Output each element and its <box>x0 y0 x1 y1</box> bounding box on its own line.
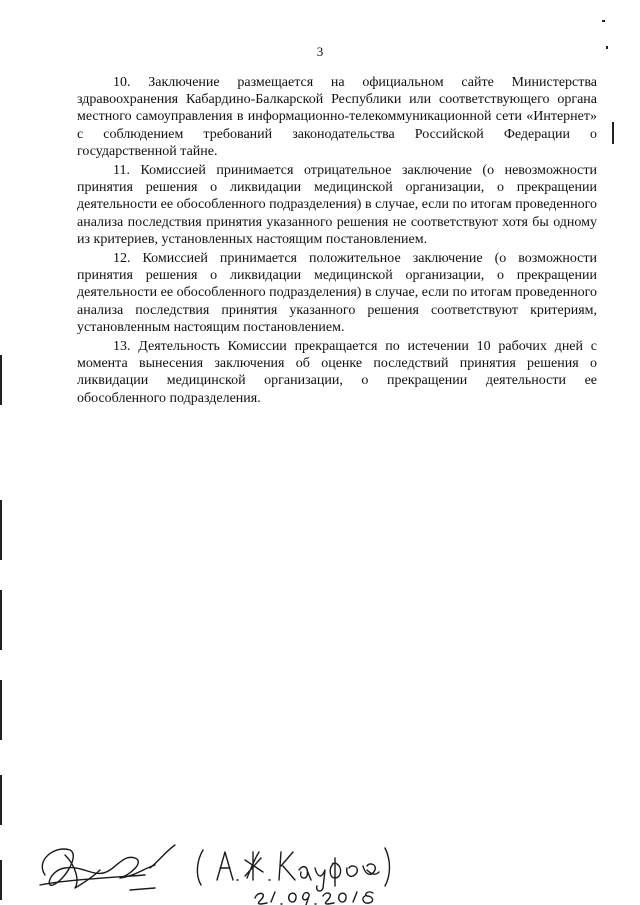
paragraph-10: 10. Заключение размещается на официальном сайте Министерства здравоохранения Кабардино-Балкарской Республики или соответствующего органа местного самоуправления в информационно-телекоммуникационной сети «Интернет» с соблюдением требований законодательства Российской Федерации о государственной тайне. <box>77 75 597 159</box>
paragraph-12: 12. Комиссией принимается положительное заключение (о возможности принятия решения о ликвидации медицинской организации, о прекращении деятельности ее обособленного подразделения) в случае, если по итогам проведенного анализа последствия принятия указанного решения соответствуют критериям, установленным настоящим постановлением. <box>77 251 597 335</box>
scan-mark-right <box>612 122 614 144</box>
page-number: 3 <box>316 44 324 59</box>
scan-mark-left-5 <box>0 775 2 825</box>
scan-mark-left-4 <box>0 680 2 740</box>
scan-mark-left-2 <box>0 500 2 560</box>
scan-mark-left-3 <box>0 590 2 650</box>
scan-mark-top-right-1 <box>602 20 605 22</box>
document-body <box>77 74 597 409</box>
paragraph-11: 11. Комиссией принимается отрицательное заключение (о невозможности принятия решения о ликвидации медицинской организации, о прекращении деятельности ее обособленного подразделения) в случае, если по итогам проведенного анализа последствия принятия указанного решения не соответствуют хотя бы одному из критериев, установленных настоящим постановлением. <box>77 163 597 247</box>
scan-mark-top-right-2 <box>606 46 608 49</box>
paragraph-13: 13. Деятельность Комиссии прекращается по истечении 10 рабочих дней с момента вынесения заключения об оценке последствий принятия решения о ликвидации медицинской организации, о прекращении деятельности ее обособленного подразделения. <box>77 339 597 406</box>
scan-mark-left-6 <box>0 860 2 900</box>
signature-area <box>25 830 425 905</box>
handwritten-signature <box>25 830 425 905</box>
scan-mark-left-1 <box>0 355 2 405</box>
